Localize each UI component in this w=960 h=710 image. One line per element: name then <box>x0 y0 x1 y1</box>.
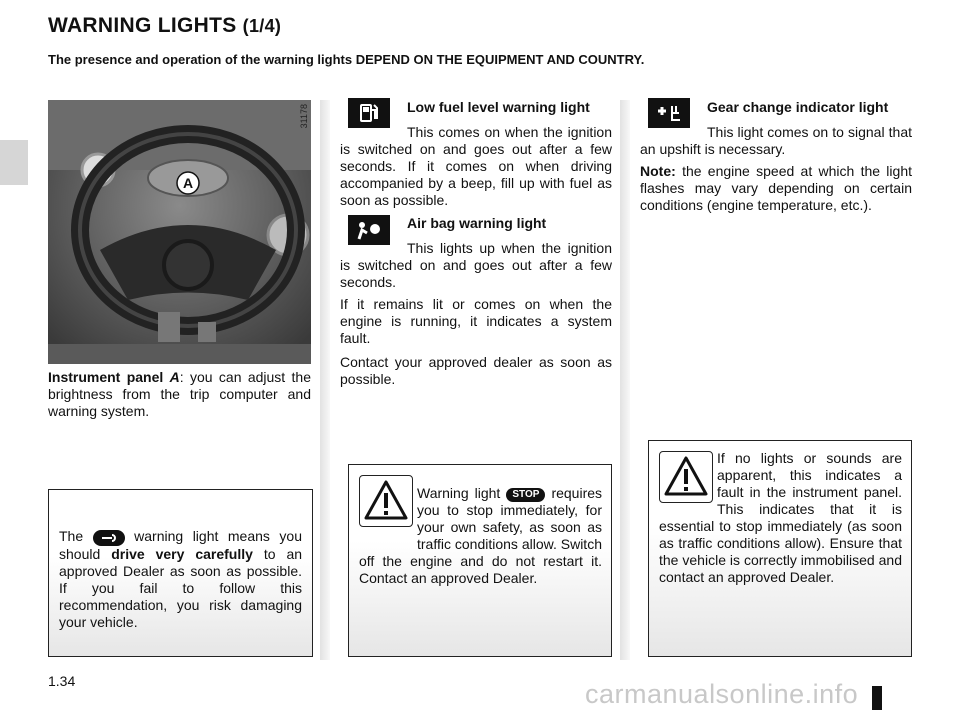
photo-reference: 31178 <box>299 104 309 129</box>
gear-description: This light comes on to signal that an upshift is necessary. <box>640 124 912 157</box>
page-marker <box>872 686 882 710</box>
instrument-fault-box <box>648 440 912 657</box>
airbag-description-3: Contact your approved dealer as soon as possible. <box>340 354 612 387</box>
airbag-description-1: This lights up when the ignition is switched on and goes out after a few seconds. <box>340 240 612 290</box>
stop-warning-box: Warning light STOP requires you to stop immediately, for your own safety, as soon as traffic conditions allow. Switch off the engine and do not restart it. Contact an approved Dealer. <box>348 464 612 657</box>
watermark: carmanualsonline.info <box>585 679 859 709</box>
panel-marker-a: A <box>182 175 194 191</box>
fuel-description: This comes on when the ignition is switched on and goes out after a few seconds. If it comes on when driving accompanied by a beep, fill up with fuel as soon as possible. <box>340 124 612 208</box>
instrument-panel-photo <box>48 100 311 364</box>
column-divider <box>320 100 330 660</box>
photo-caption: Instrument panel A: you can adjust the brightness from the trip computer and warning system. <box>48 369 312 419</box>
page-subtitle: The presence and operation of the warning lights DEPEND ON THE EQUIPMENT AND COUNTRY. <box>48 52 645 67</box>
airbag-description-2: If it remains lit or comes on when the engine is running, it indicates a system fault. <box>340 296 612 346</box>
column-divider <box>620 100 630 660</box>
page-title: WARNING LIGHTS (1/4) <box>48 14 282 37</box>
page-number: 1.34 <box>48 673 76 689</box>
instrument-fault-text: If no lights or sounds are apparent, this indicates a fault in the instrument panel. This indicates that it is essential to stop immediately (as soon as traffic conditions allow). Ensure that the vehicle is correctly immobilised and contact an approved Dealer. <box>659 450 902 585</box>
airbag-heading: Air bag warning light <box>407 215 547 231</box>
fuel-heading: Low fuel level warning light <box>407 99 590 115</box>
section-tab <box>0 140 28 185</box>
gear-note: Note: the engine speed at which the light flashes may vary depending on certain conditions (engine temperature, etc.). <box>640 163 912 213</box>
gear-heading: Gear change indicator light <box>707 99 889 115</box>
spanner-warning-box: The warning light means you should drive very carefully to an approved Dealer as soon as possible. If you fail to follow this recommendation, you risk damaging your vehicle. <box>48 489 313 657</box>
spanner-icon <box>93 530 125 546</box>
stop-icon: STOP <box>506 488 545 502</box>
